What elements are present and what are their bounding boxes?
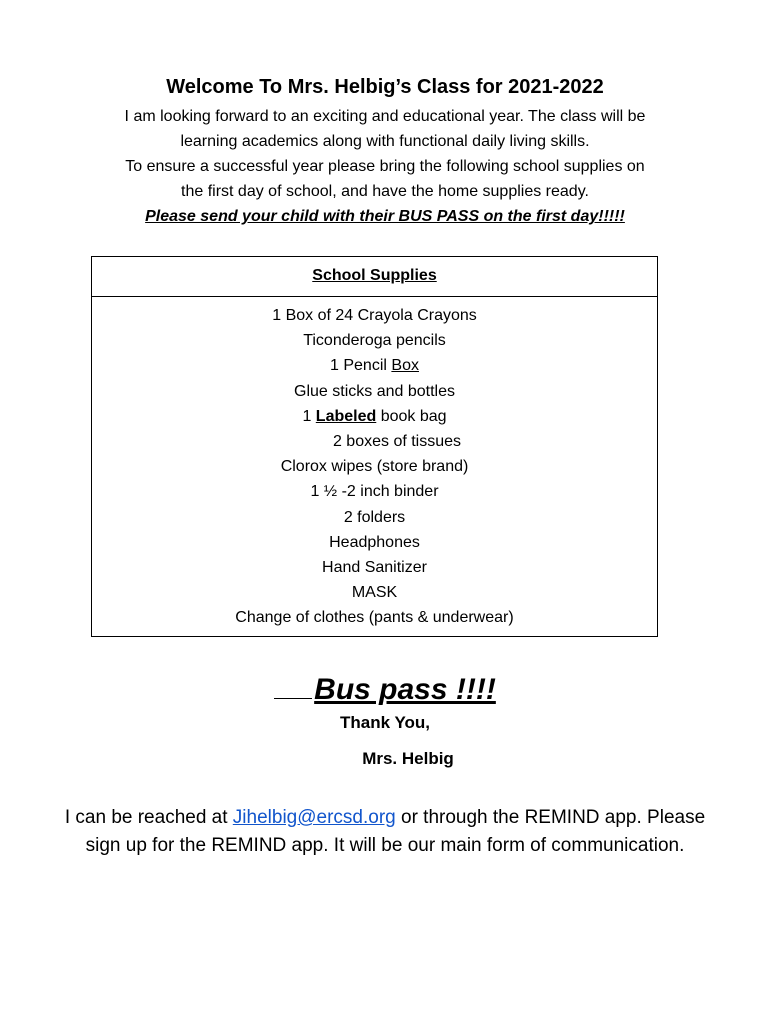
supply-item: 1 Box of 24 Crayola Crayons bbox=[272, 307, 477, 324]
supply-item bbox=[92, 404, 657, 429]
bus-pass-reminder bbox=[0, 668, 770, 710]
email-link[interactable]: Jihelbig@ercsd.org bbox=[232, 807, 396, 828]
page-title: Welcome To Mrs. Helbig’s Class for 2021-2022 bbox=[166, 76, 604, 98]
supply-emphasis: Box bbox=[391, 357, 419, 375]
intro-line-3: To ensure a successful year please bring the following school supplies on bbox=[125, 158, 645, 175]
intro-line-2: learning academics along with functional daily living skills. bbox=[180, 133, 590, 150]
school-supplies-table bbox=[91, 256, 658, 637]
supply-emphasis: Labeled bbox=[315, 407, 377, 425]
supply-item: MASK bbox=[351, 584, 398, 602]
supply-item: Ticonderoga pencils bbox=[303, 332, 446, 350]
supply-text: 1 bbox=[302, 407, 316, 425]
supplies-list bbox=[92, 297, 657, 631]
supply-text: book bag bbox=[376, 407, 447, 425]
supplies-header-cell bbox=[92, 257, 657, 297]
supply-text: 1 Pencil bbox=[330, 357, 392, 375]
intro-line-4: the first day of school, and have the home supplies ready. bbox=[181, 183, 589, 200]
supply-item: Change of clothes (pants & underwear) bbox=[235, 609, 514, 627]
bus-pass-heading: Bus pass !!!! bbox=[314, 673, 496, 706]
supply-item: Hand Sanitizer bbox=[322, 559, 427, 577]
contact-prefix: I can be reached at bbox=[64, 807, 233, 828]
supply-item bbox=[92, 353, 657, 378]
supply-item: 2 folders bbox=[343, 508, 406, 526]
thank-you: Thank You, bbox=[339, 713, 431, 732]
supply-item: Glue sticks and bottles bbox=[294, 382, 455, 400]
supplies-header: School Supplies bbox=[312, 267, 437, 284]
supply-item: Headphones bbox=[329, 533, 420, 551]
contact-paragraph bbox=[60, 804, 710, 860]
supply-item: Clorox wipes (store brand) bbox=[280, 458, 469, 476]
supply-item: 2 boxes of tissues bbox=[332, 433, 462, 451]
intro-line-1: I am looking forward to an exciting and educational year. The class will be bbox=[124, 108, 646, 125]
contact-suffix: or through the REMIND app. Please sign up for the REMIND app. It will be our main form of communication. bbox=[85, 807, 706, 856]
signature: Mrs. Helbig bbox=[362, 749, 454, 768]
supply-item: 1 ½ -2 inch binder bbox=[310, 483, 439, 501]
bus-pass-notice: Please send your child with their BUS PASS on the first day!!!!! bbox=[145, 208, 625, 225]
checkbox-blank-line bbox=[274, 668, 312, 699]
intro-paragraph bbox=[60, 104, 710, 229]
